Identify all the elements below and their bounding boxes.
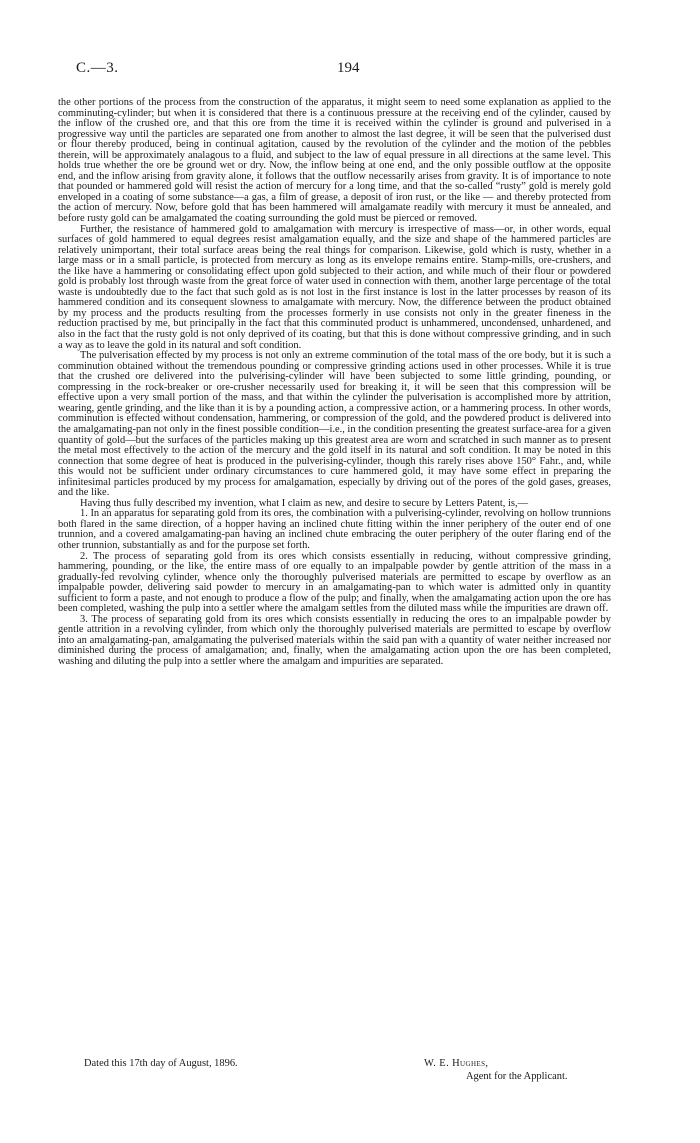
claim-3: 3. The process of separating gold from its ores which consists essentially in reducing the ores to an impalpable powder by gentle attrition in a revolving cylinder, from which only the thoroughly pulverised materials are permitted to escape by overflow into an amalgamating-pan, amalgamating the pulverised materials within the said pan with a quantity of water neither increased nor diminished during the process of amalgamation; and, finally, when the amalgamating action upon the ore has been completed, washing and diluting the pulp into a settler where the amalgam and impurities are separated.	[58, 613, 611, 667]
paragraph-1: the other portions of the process from the construction of the apparatus, it might seem to need some explanation as applied to the comminuting-cylinder; but when it is considered that there is a continuous pressure at the receiving end of the cylinder, caused by the inflow of the crushed ore, and that this ore from the time it is received within the cylinder is ground and pulverised in a progressive way until the particles are separated one from another to almost the last degree, it will be seen that the pulverised dust or flour thereby produced, being in continual agitation, caused by the revolution of the cylinder and the motion of the pebbles therein, will be approximately analagous to a fluid, and subject to the law of equal pressure in all directions at the same level. This holds true whether the ore be ground wet or dry. Now, the inflow being at one end, and the only possible outflow at the opposite end, and the inflow arising from gravity alone, it follows that the outflow necessarily arises from gravity. It is of importance to note that pounded or hammered gold will resist the action of mercury for a long time, and that the so-called “rusty” gold is merely gold enveloped in a coating of some substance—a gas, a film of grease, a deposit of iron rust, or the like — and thereby protected from the action of mercury. Now, before gold that has been hammered will amalgamate readily with mercury it must be annealed, and before rusty gold can be amalgamated the coating surrounding the gold must be pierced or removed.	[58, 97, 611, 225]
document-reference: C.—3.	[76, 60, 119, 76]
paragraph-3: The pulverisation effected by my process is not only an extreme comminution of the total mass of the ore body, but it is such a comminution obtained without the tremendous pounding or compressive grinding actions used in other processes. While it is true that the crushed ore delivered into the pulverising-cylinder will have been subjected to some little grinding, pounding, or compressing in the rock-breaker or ore-crusher necessarily used for breaking it, it will be seen that this compression will be effective upon a very small portion of the mass, and that within the cylinder the pulverisation is accomplished more by attrition, wearing, gentle grinding, and the like than it is by a pounding action, a compressive action, or a hammering process. In other words, comminution is effected without condensation, hammering, or compression of the gold, and the powdered product is delivered into the amalgamating-pan not only in the finest possible condition—i.e., in the condition presenting the greatest surface-area for a given quantity of gold—but the surfaces of the particles making up this greatest area are worn and scratched in such manner as to present the metal most effectively to the action of the mercury and the gold itself in its natural and soft condition. It may be noted in this connection that some degree of heat is produced in the pulverising-cylinder, though this rarely rises above 150° Fahr., and, while this would not be sufficient under ordinary circumstances to cure hammered gold, it may have some effect in preparing the infinitesimal particles produced by my process for amalgamation, especially by driving out of the pores of the gold gases, greases, and the like.	[58, 350, 611, 499]
document-body	[58, 98, 611, 668]
paragraph-claims-intro: Having thus fully described my invention, what I claim as new, and desire to secure by Letters Patent, is,—	[80, 497, 529, 509]
paragraph-2: Further, the resistance of hammered gold to amalgamation with mercury is irrespective of mass—or, in other words, equal surfaces of gold hammered to equal degrees resist amalgamation equally, and the size and shape of the hammered particles are relatively unimportant, their total surface areas being the real things for comparison. Likewise, gold which is rusty, whether in a large mass or in a small particle, is protected from mercury as long as its envelope remains entire. Stamp-mills, ore-crushers, and the like have a hammering or consolidating effect upon gold subjected to their action, and while much of their flour or powdered gold is probably lost through waste from the great force of water used in connection with them, another large percentage of the total waste is undoubtedly due to the fact that such gold as is not lost in the first instance is lost in the latter processes by reason of its hammered condition and its consequent slowness to amalgamate with mercury. Now, the difference between the product obtained by my process and the products resulting from the processes formerly in use consists not only in the greater fineness in the reduction practised by me, but principally in the fact that this comminuted product is unhammered, uncondensed, unhardened, and also in the fact that the rusty gold is not only deprived of its coating, but that this is done without compressive grinding, and in such a way as to leave the gold in its natural and soft condition.	[58, 223, 611, 351]
claim-2: 2. The process of separating gold from its ores which consists essentially in reducing, without compressive grinding, hammering, pounding, or the like, the entire mass of ore equally to an impalpable powder by gentle attrition of the mass in a gradually-fed revolving cylinder, whence only the thoroughly pulverised materials are permitted to escape by overflow as an impalpable powder, delivering said powder to mercury in an amalgamating-pan to which water is admitted only in quantity sufficient to form a paste, and not enough to produce a flow of the pulp; and finally, when the amalgamating action upon the ore has been completed, washing the pulp into a settler where the amalgam settles from the diluted mass while the impurities are drawn off.	[58, 550, 611, 615]
page-number: 194	[337, 60, 360, 76]
signatory-name: W. E. Hughes,	[424, 1058, 489, 1069]
signatory-role: Agent for the Applicant.	[466, 1071, 568, 1082]
claim-1: 1. In an apparatus for separating gold from its ores, the combination with a pulverising-cylinder, revolving on hollow trunnions both flared in the same direction, of a hopper having an inclined chute fitting within the inner periphery of the outer end of one trunnion, and a covered amalgamating-pan having an inclined chute embracing the outer periphery of the outer flaring end of the other trunnion, substantially as and for the purpose set forth.	[58, 508, 611, 551]
date-line: Dated this 17th day of August, 1896.	[84, 1058, 238, 1069]
